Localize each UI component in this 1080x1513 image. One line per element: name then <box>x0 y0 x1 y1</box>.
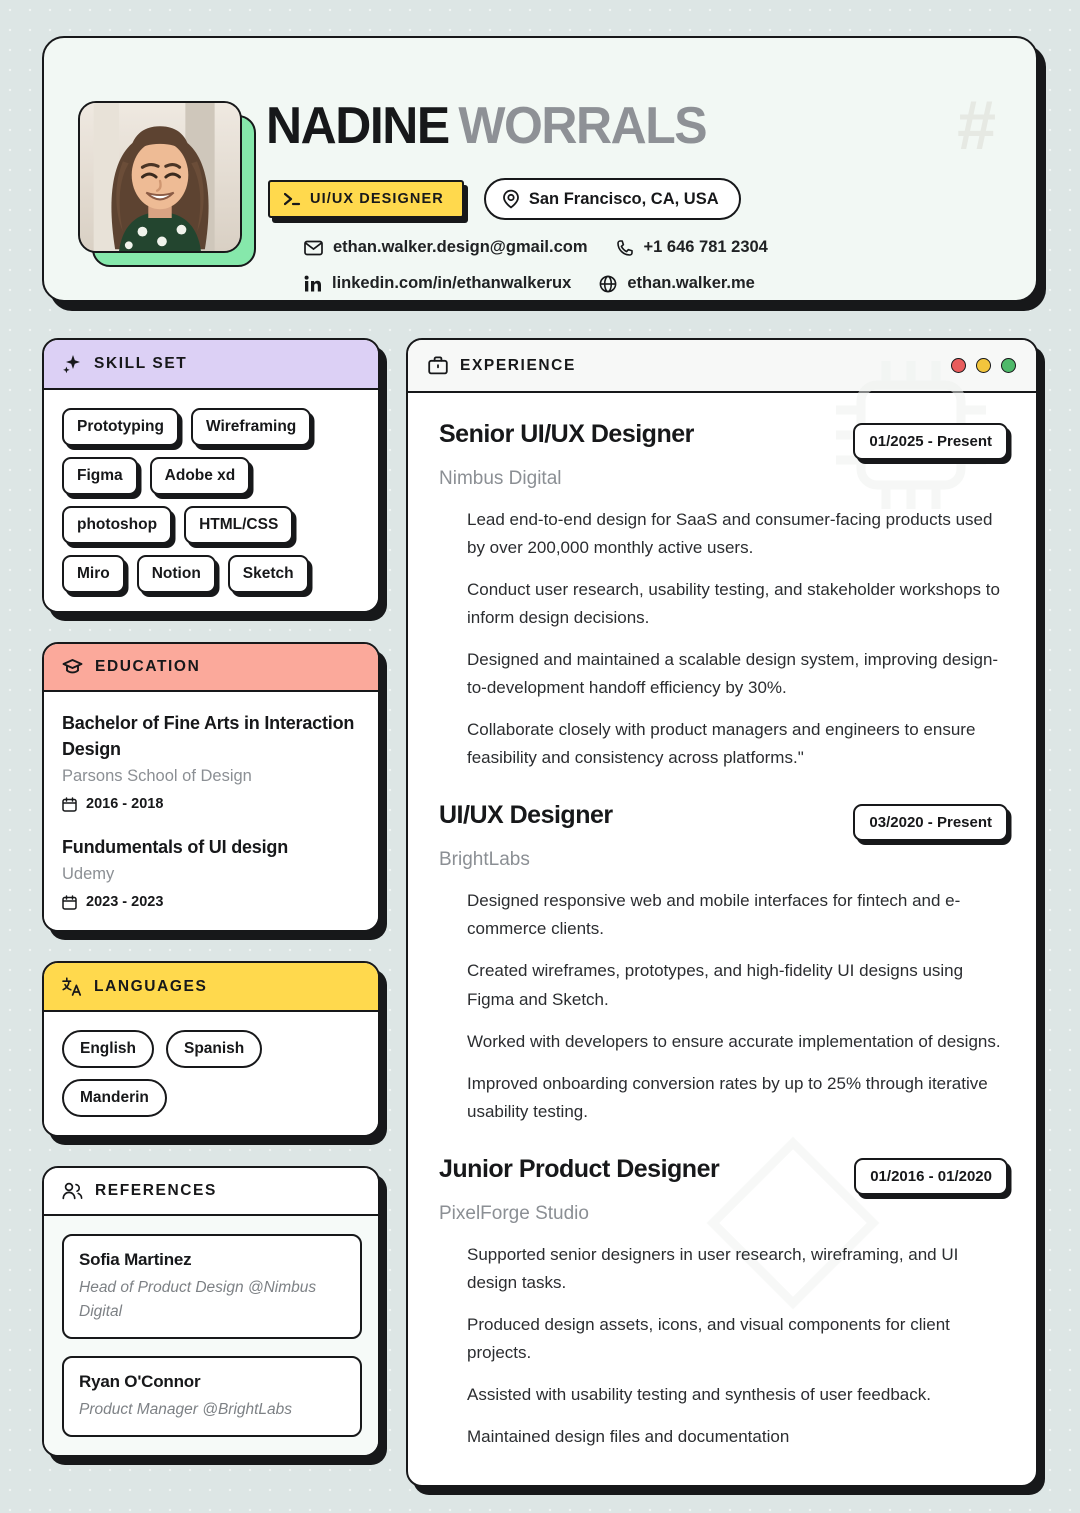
page-title <box>266 97 707 155</box>
skills-panel-title: SKILL SET <box>94 355 188 372</box>
skill-tag-list <box>62 408 362 593</box>
portrait-illustration-icon <box>80 103 240 251</box>
contact-website-text: ethan.walker.me <box>627 274 755 292</box>
education-degree: Fundumentals of UI design <box>62 837 289 858</box>
contact-email-text: ethan.walker.design@gmail.com <box>333 238 588 256</box>
skill-tag[interactable]: photoshop <box>62 506 172 544</box>
experience-date-badge: 01/2025 - Present <box>853 423 1008 460</box>
education-school: Parsons School of Design <box>62 767 252 786</box>
experience-company: Nimbus Digital <box>439 468 562 489</box>
experience-job-title: Junior Product Designer <box>439 1154 720 1183</box>
language-pill[interactable]: Spanish <box>166 1030 262 1068</box>
role-badge-label: UI/UX DESIGNER <box>310 191 444 207</box>
experience-panel-body <box>408 393 1036 1485</box>
experience-bullet: Produced design assets, icons, and visual components for client projects. <box>467 1314 950 1362</box>
window-dot-yellow[interactable] <box>976 358 991 373</box>
experience-item-top <box>439 421 1008 460</box>
skill-tag[interactable]: Figma <box>62 457 138 495</box>
reference-role: Product Manager @BrightLabs <box>79 1400 293 1418</box>
contact-email[interactable] <box>304 238 588 257</box>
mail-icon <box>304 240 323 256</box>
skill-tag[interactable]: Adobe xd <box>150 457 251 495</box>
graduation-cap-icon <box>62 658 83 676</box>
translate-icon <box>62 977 82 996</box>
language-pill-list <box>62 1030 362 1117</box>
header-chip-row <box>268 178 741 220</box>
experience-bullet: Supported senior designers in user research, wireframing, and UI design tasks. <box>467 1244 959 1292</box>
experience-item <box>439 421 1008 772</box>
languages-panel-header <box>44 963 378 1012</box>
reference-name: Sofia Martinez <box>79 1250 192 1270</box>
languages-panel-body <box>44 1012 378 1135</box>
terminal-prompt-icon <box>284 192 301 207</box>
education-panel <box>42 642 380 932</box>
references-panel-title: REFERENCES <box>95 1182 217 1200</box>
experience-company: PixelForge Studio <box>439 1202 589 1224</box>
globe-icon <box>599 275 617 293</box>
sparkle-icon <box>62 354 82 374</box>
skills-panel-body <box>44 390 378 611</box>
experience-panel-header <box>408 340 1036 393</box>
education-degree: Bachelor of Fine Arts in Interaction Design <box>62 713 355 760</box>
skill-tag[interactable]: Miro <box>62 555 125 593</box>
avatar-photo <box>78 101 242 253</box>
experience-item-top <box>439 1156 1008 1195</box>
window-dot-green[interactable] <box>1001 358 1016 373</box>
references-panel <box>42 1166 380 1457</box>
languages-panel <box>42 961 380 1137</box>
calendar-icon <box>62 797 77 812</box>
skill-tag[interactable]: Notion <box>137 555 216 593</box>
first-name: NADINE <box>266 97 449 155</box>
skills-panel-header <box>44 340 378 390</box>
window-controls <box>951 358 1016 373</box>
last-name: WORRALS <box>458 97 707 155</box>
experience-bullet-list <box>439 506 1008 772</box>
role-badge <box>268 180 464 218</box>
languages-panel-title: LANGUAGES <box>94 977 208 995</box>
experience-item-top <box>439 802 1008 841</box>
skill-tag[interactable]: Prototyping <box>62 408 179 446</box>
references-panel-body <box>44 1216 378 1455</box>
contact-row-2 <box>304 274 768 293</box>
education-dates: 2016 - 2018 <box>86 796 164 813</box>
experience-company: BrightLabs <box>439 849 530 871</box>
experience-bullet: Assisted with usability testing and synthesis of user feedback. <box>467 1384 931 1404</box>
education-dates-row <box>62 796 362 812</box>
experience-header-left <box>428 356 576 375</box>
experience-item <box>439 1156 1008 1451</box>
experience-item <box>439 802 1008 1125</box>
experience-panel-title: EXPERIENCE <box>460 356 576 374</box>
education-dates-row <box>62 894 362 910</box>
skill-tag[interactable]: HTML/CSS <box>184 506 293 544</box>
contact-phone-text: +1 646 781 2304 <box>643 238 768 256</box>
hash-watermark-icon: # <box>957 86 994 164</box>
avatar <box>78 101 264 269</box>
calendar-icon <box>62 895 77 910</box>
experience-bullet: Maintained design files and documentation <box>467 1426 790 1446</box>
window-dot-red[interactable] <box>951 358 966 373</box>
reference-card <box>62 1356 362 1437</box>
contact-linkedin-text: linkedin.com/in/ethanwalkerux <box>332 274 572 292</box>
experience-bullet-list <box>439 1241 1008 1451</box>
resume-header-card <box>42 36 1038 302</box>
skills-panel <box>42 338 380 613</box>
education-panel-header <box>44 644 378 692</box>
education-school: Udemy <box>62 865 115 884</box>
experience-bullet: Lead end-to-end design for SaaS and consumer-facing products used by over 200,000 monthly active users. <box>467 510 993 558</box>
experience-job-title: UI/UX Designer <box>439 801 613 830</box>
education-panel-title: EDUCATION <box>95 658 201 675</box>
education-dates: 2023 - 2023 <box>86 894 164 911</box>
experience-bullet-list <box>439 887 1008 1125</box>
experience-bullet: Created wireframes, prototypes, and high-fidelity UI designs using Figma and Sketch. <box>467 961 964 1009</box>
experience-bullet: Worked with developers to ensure accurate implementation of designs. <box>467 1031 1001 1051</box>
experience-job-title: Senior UI/UX Designer <box>439 420 694 448</box>
experience-bullet: Improved onboarding conversion rates by up to 25% through iterative usability testing. <box>467 1073 988 1121</box>
experience-panel <box>406 338 1038 1487</box>
location-pill <box>484 178 741 220</box>
language-pill[interactable]: English <box>62 1030 154 1068</box>
experience-date-badge: 01/2016 - 01/2020 <box>854 1158 1008 1195</box>
briefcase-icon <box>428 356 448 375</box>
experience-date-badge: 03/2020 - Present <box>853 804 1008 841</box>
reference-name: Ryan O'Connor <box>79 1371 201 1391</box>
reference-role: Head of Product Design @Nimbus Digital <box>79 1279 317 1320</box>
contact-phone[interactable] <box>616 238 768 257</box>
education-panel-body <box>44 692 378 930</box>
contact-block <box>304 238 768 293</box>
linkedin-icon <box>304 275 322 293</box>
contact-website[interactable] <box>599 274 754 293</box>
skill-tag[interactable]: Sketch <box>228 555 309 593</box>
contact-linkedin[interactable] <box>304 274 571 293</box>
education-entry <box>62 834 362 910</box>
experience-bullet: Conduct user research, usability testing, and stakeholder workshops to inform design decisions. <box>467 580 1000 628</box>
location-label: San Francisco, CA, USA <box>528 189 719 208</box>
references-panel-header <box>44 1168 378 1216</box>
sidebar <box>42 338 380 1486</box>
experience-bullet: Designed responsive web and mobile interfaces for fintech and e-commerce clients. <box>467 891 961 939</box>
skill-tag[interactable]: Wireframing <box>191 408 311 446</box>
experience-bullet: Collaborate closely with product managers and engineers to ensure feasibility and consistency across platforms." <box>467 720 976 768</box>
people-icon <box>62 1182 83 1200</box>
education-entry <box>62 710 362 812</box>
phone-icon <box>616 239 634 257</box>
reference-card <box>62 1234 362 1339</box>
language-pill[interactable]: Manderin <box>62 1079 167 1117</box>
map-pin-icon <box>502 189 520 209</box>
experience-bullet: Designed and maintained a scalable design system, improving design-to-development handoff efficiency by 30%. <box>467 650 999 698</box>
contact-row-1 <box>304 238 768 257</box>
